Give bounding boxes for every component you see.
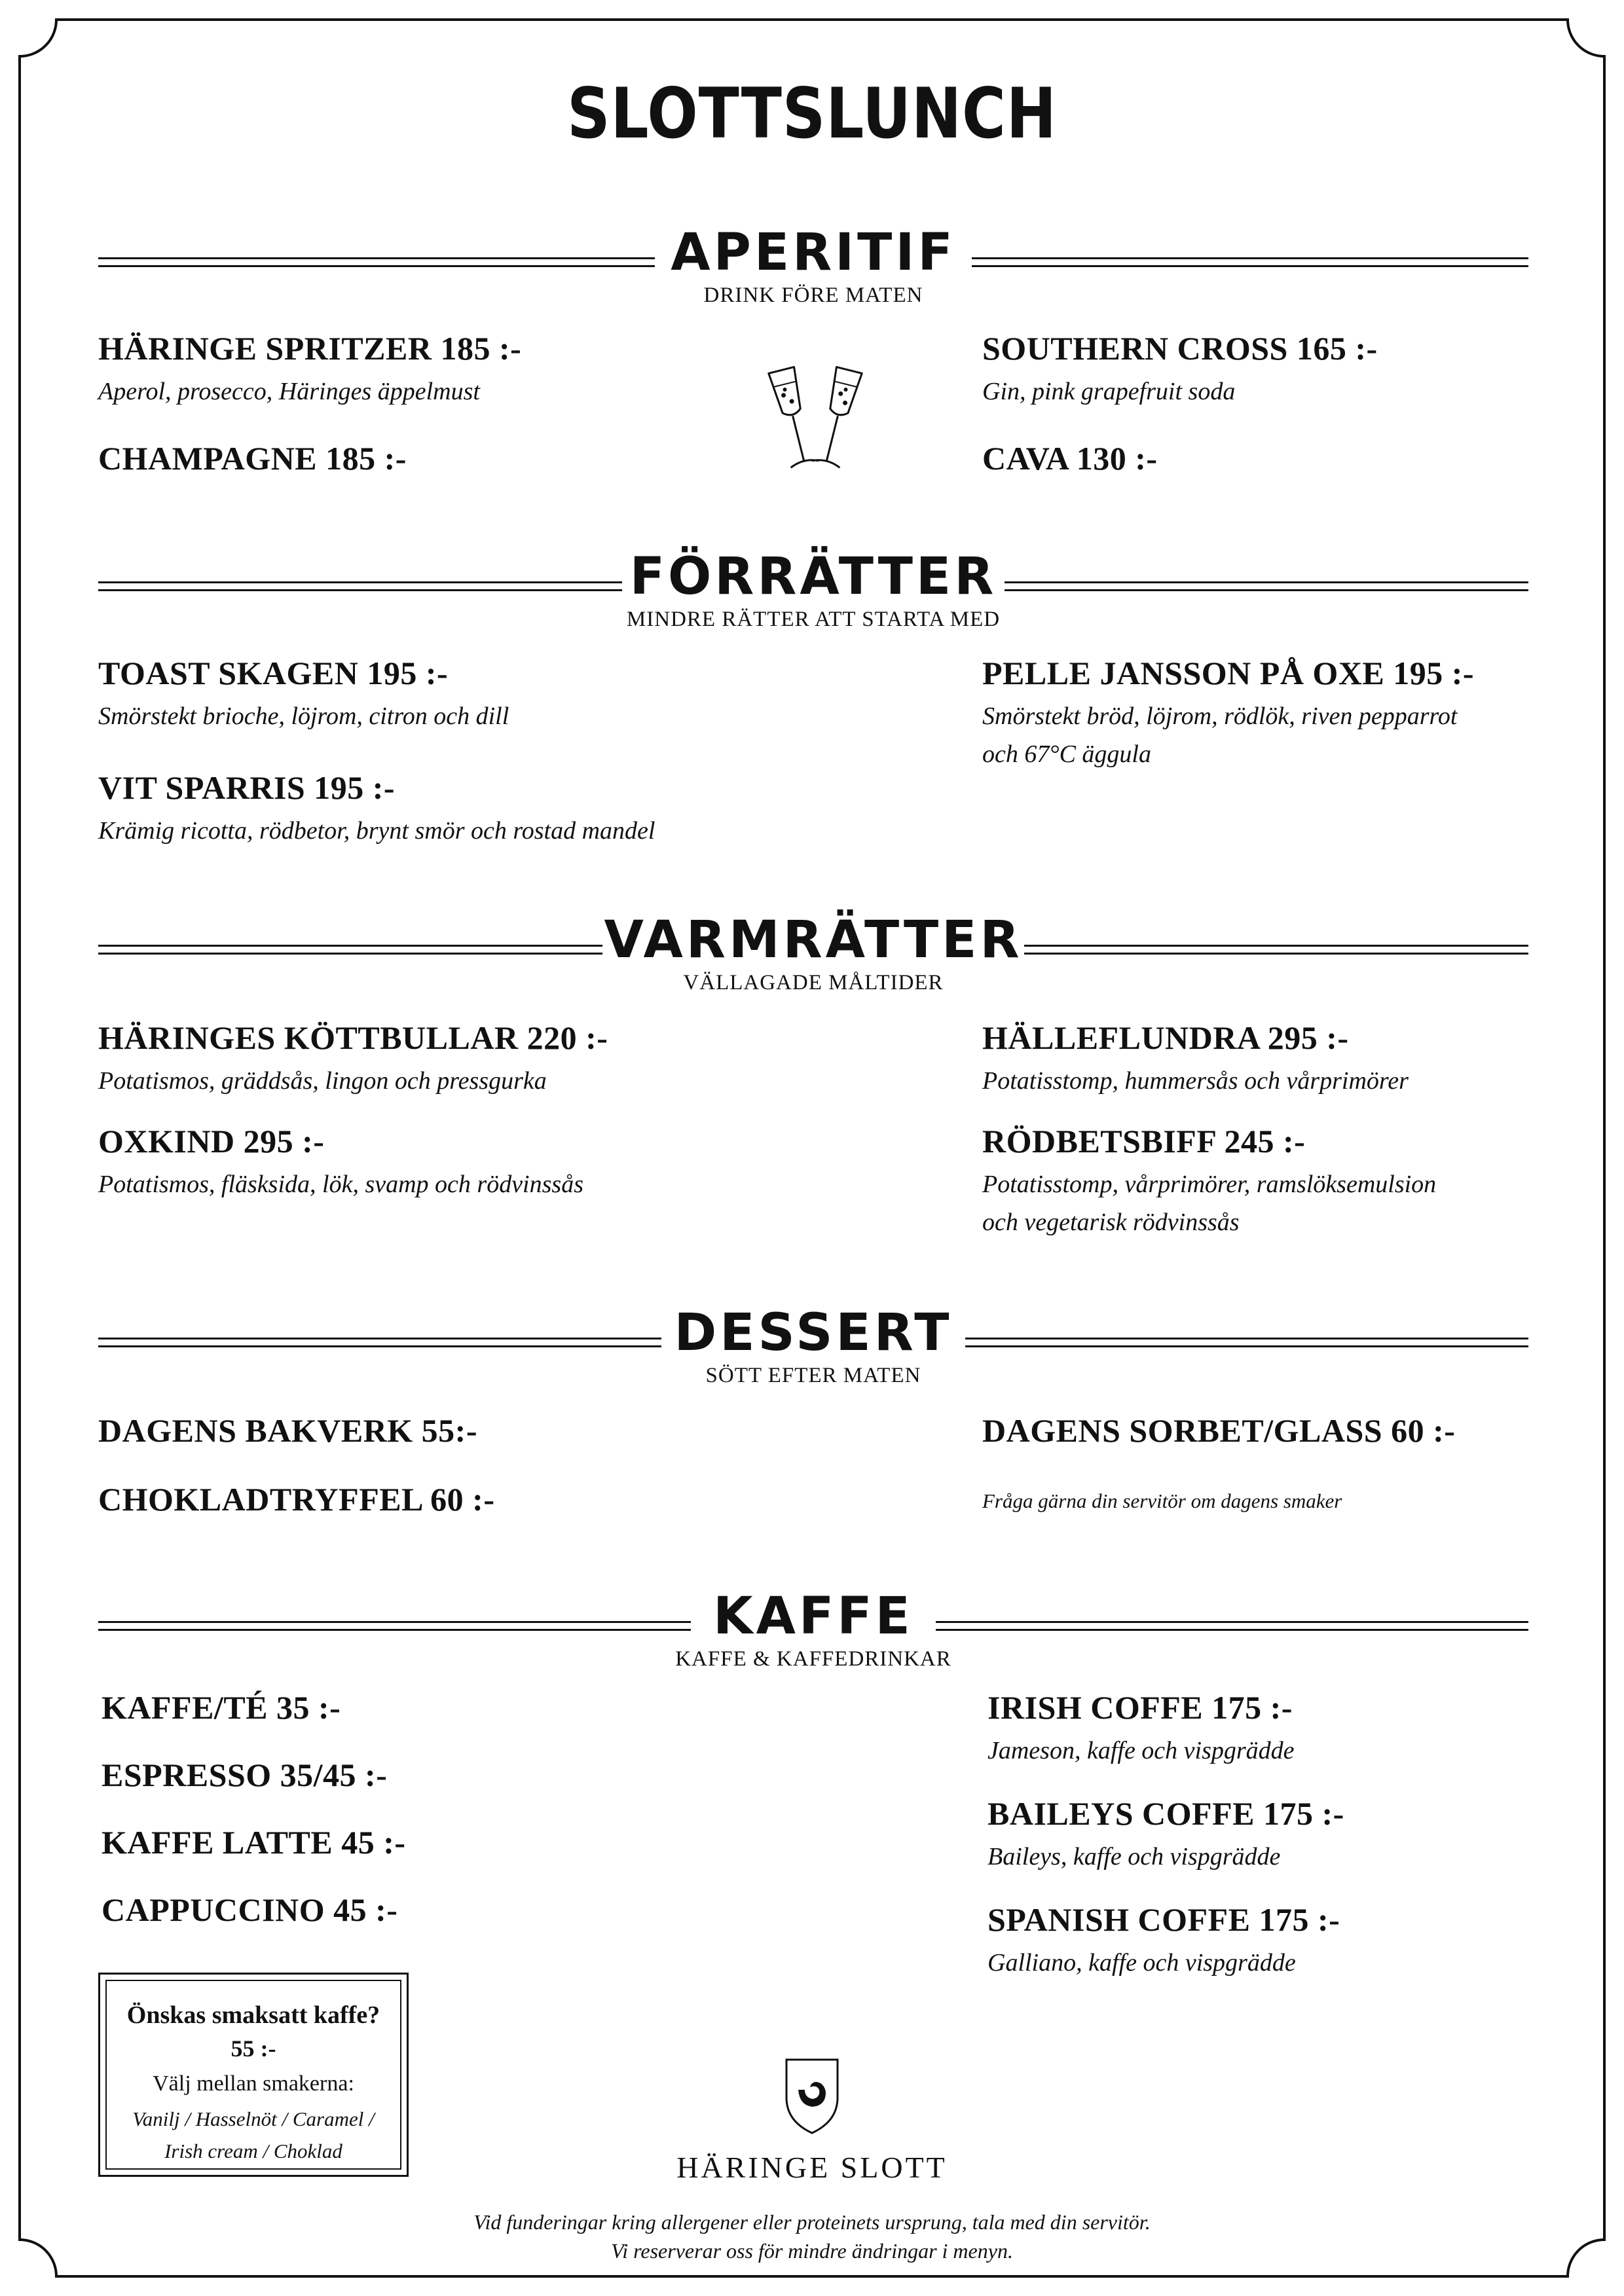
section-title: APERITIF — [671, 223, 956, 282]
section-title: FÖRRÄTTER — [629, 547, 997, 606]
item-name: RÖDBETSBIFF 245 :- — [982, 1123, 1306, 1159]
section-header-varmratter — [98, 911, 1528, 998]
item-name: KAFFE/TÉ 35 :- — [101, 1689, 341, 1726]
footer-changes-note: Vi reserverar oss för mindre ändringar i menyn. — [611, 2239, 1013, 2263]
item-name: VIT SPARRIS 195 :- — [98, 769, 396, 806]
item-name: KAFFE LATTE 45 :- — [101, 1824, 406, 1861]
section-subtitle: MINDRE RÄTTER ATT STARTA MED — [626, 608, 1001, 631]
item-name: HÄRINGES KÖTTBULLAR 220 :- — [98, 1019, 608, 1056]
item-name: SOUTHERN CROSS 165 :- — [982, 330, 1378, 367]
menu-item — [982, 332, 1378, 410]
flavoured-coffee-box — [98, 1973, 409, 2177]
menu-item — [101, 1893, 397, 1926]
menu-item — [982, 1021, 1409, 1100]
menu-item — [101, 1826, 406, 1859]
section-subtitle: VÄLLAGADE MÅLTIDER — [683, 971, 944, 994]
item-description-line: Smörstekt bröd, löjrom, rödlök, riven pepparrot — [982, 702, 1458, 730]
item-description: Krämig ricotta, rödbetor, brynt smör och rostad mandel — [98, 817, 655, 845]
item-description: Potatismos, fläsksida, lök, svamp och rödvinssås — [98, 1171, 583, 1198]
champagne-glasses-icon — [763, 363, 868, 481]
item-description: Baileys, kaffe och vispgrädde — [987, 1843, 1281, 1870]
flavoured-coffee-text: Välj mellan smakerna: — [153, 2071, 354, 2096]
haringe-slott-shield-logo-icon — [783, 2056, 841, 2137]
item-name: OXKIND 295 :- — [98, 1123, 325, 1159]
menu-item — [98, 1483, 494, 1516]
item-description: Gin, pink grapefruit soda — [982, 378, 1236, 405]
item-description-line: och vegetarisk rödvinssås — [982, 1209, 1240, 1236]
item-name: BAILEYS COFFE 175 :- — [987, 1795, 1344, 1832]
item-name: HÄRINGE SPRITZER 185 :- — [98, 330, 522, 367]
menu-item — [982, 657, 1474, 773]
menu-item — [98, 442, 407, 475]
page-title: SLOTTSLUNCH — [567, 73, 1057, 154]
item-name: DAGENS SORBET/GLASS 60 :- — [982, 1412, 1456, 1449]
item-name: SPANISH COFFE 175 :- — [987, 1901, 1340, 1938]
section-title: DESSERT — [674, 1303, 953, 1362]
section-subtitle: KAFFE & KAFFEDRINKAR — [675, 1647, 951, 1671]
footer-allergen-note: Vid funderingar kring allergener eller proteinets ursprung, tala med din servitör. — [473, 2210, 1151, 2234]
section-subtitle: DRINK FÖRE MATEN — [703, 283, 923, 307]
flavoured-coffee-price: 55 :- — [231, 2035, 276, 2062]
item-name: CHOKLADTRYFFEL 60 :- — [98, 1481, 495, 1518]
item-description: Potatismos, gräddsås, lingon och pressgurka — [98, 1067, 547, 1095]
section-subtitle: SÖTT EFTER MATEN — [705, 1364, 921, 1387]
item-description-line: och 67°C äggula — [982, 740, 1151, 768]
section-header-kaffe — [98, 1587, 1528, 1675]
menu-item — [987, 1903, 1340, 1982]
menu-item — [987, 1691, 1295, 1770]
item-name: CHAMPAGNE 185 :- — [98, 440, 407, 477]
item-name: HÄLLEFLUNDRA 295 :- — [982, 1019, 1349, 1056]
flavoured-coffee-title: Önskas smaksatt kaffe? — [126, 2001, 380, 2029]
section-title: VARMRÄTTER — [604, 911, 1023, 970]
menu-item — [98, 1125, 583, 1203]
item-description — [982, 697, 1474, 773]
menu-item — [98, 1414, 477, 1447]
menu-item — [982, 1414, 1455, 1447]
flavoured-coffee-options: Vanilj / Hasselnöt / Caramel / — [132, 2107, 375, 2130]
item-description: Jameson, kaffe och vispgrädde — [987, 1737, 1295, 1764]
flavoured-coffee-options: Irish cream / Choklad — [164, 2140, 342, 2162]
menu-item — [101, 1758, 387, 1791]
item-description — [982, 1165, 1436, 1241]
menu-item — [987, 1797, 1344, 1876]
brand-name: HÄRINGE SLOTT — [676, 2151, 948, 2184]
section-title: KAFFE — [713, 1587, 913, 1646]
item-name: PELLE JANSSON PÅ OXE 195 :- — [982, 655, 1475, 691]
item-name: DAGENS BAKVERK 55:- — [98, 1412, 477, 1449]
item-name: TOAST SKAGEN 195 :- — [98, 655, 449, 691]
item-description-line: Potatisstomp, vårprimörer, ramslöksemulsion — [982, 1171, 1437, 1198]
menu-item — [98, 657, 509, 735]
item-name: IRISH COFFE 175 :- — [987, 1689, 1293, 1726]
menu-item — [982, 442, 1158, 475]
item-description: Smörstekt brioche, löjrom, citron och dill — [98, 702, 509, 730]
section-header-dessert — [98, 1303, 1528, 1391]
section-header-forratter — [98, 547, 1528, 635]
item-description: Potatisstomp, hummersås och vårprimörer — [982, 1067, 1409, 1095]
menu-item — [101, 1691, 341, 1724]
menu-item — [98, 332, 521, 410]
dessert-note: Fråga gärna din servitör om dagens smaker — [982, 1489, 1342, 1512]
menu-item — [982, 1125, 1436, 1241]
item-description: Aperol, prosecco, Häringes äppelmust — [98, 378, 480, 405]
item-name: ESPRESSO 35/45 :- — [101, 1757, 388, 1793]
item-description: Galliano, kaffe och vispgrädde — [987, 1949, 1296, 1977]
section-header-aperitif — [98, 223, 1528, 311]
item-name: CAPPUCCINO 45 :- — [101, 1891, 398, 1928]
item-name: CAVA 130 :- — [982, 440, 1158, 477]
menu-item — [98, 771, 655, 850]
menu-item — [98, 1021, 608, 1100]
